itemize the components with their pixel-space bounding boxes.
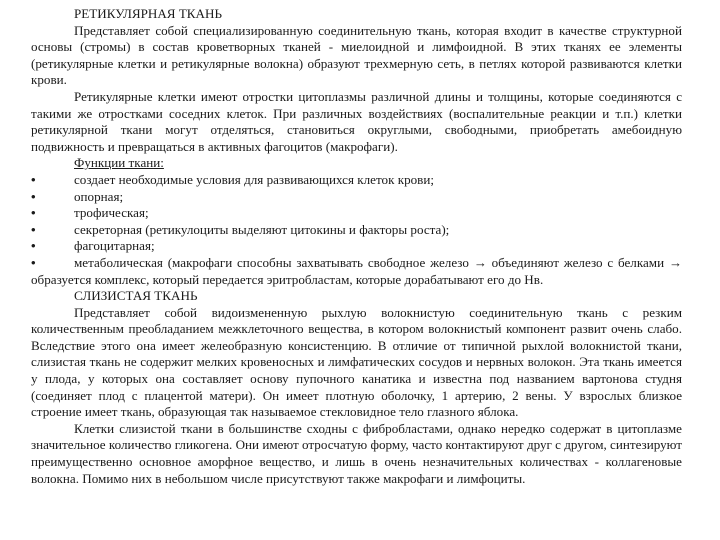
bullet-icon: • bbox=[31, 238, 36, 254]
function-item bbox=[31, 189, 682, 206]
bullet-icon: • bbox=[31, 221, 36, 237]
function-text: опорная; bbox=[74, 188, 124, 204]
function-text: фагоцитарная; bbox=[74, 238, 155, 254]
function-item-metabolic bbox=[31, 255, 682, 288]
bullet-icon: • bbox=[31, 254, 36, 270]
heading-reticular-tissue: РЕТИКУЛЯРНАЯ ТКАНЬ bbox=[74, 6, 222, 21]
function-item bbox=[31, 238, 682, 255]
function-text: трофическая; bbox=[74, 205, 149, 221]
heading-mucous-tissue: СЛИЗИСТАЯ ТКАНЬ bbox=[74, 288, 198, 304]
function-item bbox=[31, 172, 682, 189]
bullet-icon: • bbox=[31, 171, 36, 187]
function-item bbox=[31, 222, 682, 239]
bullet-icon: • bbox=[31, 205, 36, 221]
function-text: секреторная (ретикулоциты выделяют цитокины и факторы роста); bbox=[74, 221, 450, 237]
function-text-metabolic: метаболическая (макрофаги способны захватывать свободное железо → объединяют железо с белками → образуется комплекс, который передается эритробластам, которые дорабатывают его до Нв. bbox=[31, 254, 682, 287]
paragraph-mucous-definition: Представляет собой видоизмененную рыхлую волокнистую соединительную ткань с резким количественным преобладанием межклеточного вещества, в котором волокнистый компонент развит очень слабо. Вследствие этого она имеет желеобразную консистенцию. В отличие от типичной рыхлой волокнистой ткани, слизистая ткань не содержит мелких кровеносных и лимфатических сосудов и нервных волокон. Эта ткань имеется у плода, у которых она составляет основу пупочного канатика и известна под названием вартонова студня (соединяет плод с плацентой матери). Он имеет плотную оболочку, 1 артерию, 2 вены. У взрослых близкое строение имеет ткань, образующая так называемое стекловидное тело глазного яблока. bbox=[31, 304, 682, 420]
function-item bbox=[31, 205, 682, 222]
functions-heading: Функции ткани: bbox=[74, 155, 164, 171]
function-text: создает необходимые условия для развивающихся клеток крови; bbox=[74, 171, 434, 187]
bullet-icon: • bbox=[31, 188, 36, 204]
paragraph-mucous-cells: Клетки слизистой ткани в большинстве сходны с фибробластами, однако нередко содержат в цитоплазме значительное количество гликогена. Они имеют отросчатую форму, часто контактируют друг с другом, синтезируют преимущественно основное аморфное вещество, и лишь в очень незначительных количествах - коллагеновые волокна. Помимо них в небольшом числе присутствуют также макрофаги и лимфоциты. bbox=[31, 420, 682, 486]
paragraph-reticular-definition: Представляет собой специализированную соединительную ткань, которая входит в качестве структурной основы (стромы) в состав кроветворных тканей - миелоидной и лимфоидной. В этих тканях ее элементы (ретикулярные клетки и ретикулярные волокна) образуют трехмерную сеть, в петлях которой развиваются клетки крови. bbox=[31, 22, 682, 88]
paragraph-reticular-cells: Ретикулярные клетки имеют отростки цитоплазмы различной длины и толщины, которые соединяются с такими же отростками соседних клеток. При различных воздействиях (воспалительные реакции и т.п.) клетки ретикулярной ткани могут отделяться, становиться округлыми, свободными, приобретать амебоидную подвижность и превращаться в активных фагоцитов (макрофаги). bbox=[31, 88, 682, 154]
